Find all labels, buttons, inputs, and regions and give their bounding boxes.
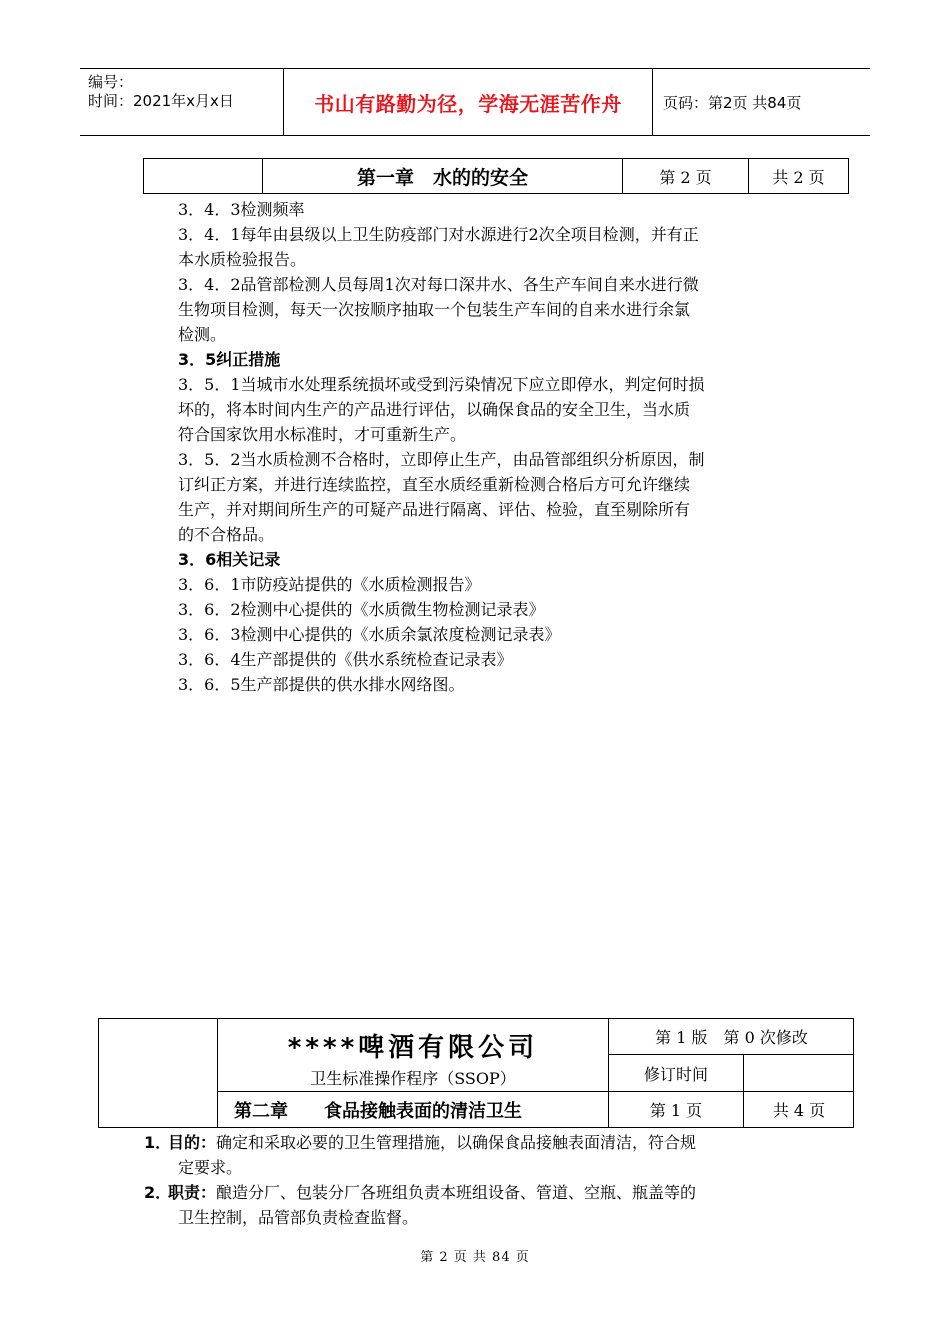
item-text-cont: 定要求。 <box>178 1158 243 1177</box>
item-number: 2． <box>144 1183 172 1202</box>
body-line: 生产，并对期间所生产的可疑产品进行隔离、评估、检验，直至剔除所有 <box>178 500 691 519</box>
chapter1-blank-cell <box>144 159 263 193</box>
section-heading: 3．5纠正措施 <box>178 350 281 369</box>
body-line: 3．4．1每年由县级以上卫生防疫部门对水源进行2次全项目检测，并有正 <box>178 225 699 244</box>
chapter2-blank-cell <box>99 1019 218 1127</box>
body-line: 3．4．2品管部检测人员每周1次对每口深井水、各生产车间自来水进行微 <box>178 275 699 294</box>
list-item <box>144 1130 814 1180</box>
chapter2-header-table <box>98 1018 854 1128</box>
item-text-cont: 卫生控制，品管部负责检查监督。 <box>178 1208 419 1227</box>
body-line: 检测。 <box>178 325 227 344</box>
chapter2-page: 第 1 页 <box>609 1092 744 1127</box>
chapter1-title: 第一章 水的的安全 <box>263 159 623 193</box>
chapter1-body <box>178 197 810 697</box>
chapter1-header-table <box>143 158 849 194</box>
header-motto: 书山有路勤为径，学海无涯苦作舟 <box>314 91 622 116</box>
body-line: 的不合格品。 <box>178 525 275 544</box>
list-item <box>144 1180 814 1230</box>
chapter1-page: 第 2 页 <box>623 159 749 193</box>
body-line: 符合国家饮用水标准时，才可重新生产。 <box>178 425 467 444</box>
body-line: 订纠正方案，并进行连续监控，直至水质经重新检测合格后方可允许继续 <box>178 475 691 494</box>
version-info: 第 1 版 第 0 次修改 <box>609 1019 854 1055</box>
item-text: 酿造分厂、包装分厂各班组负责本班组设备、管道、空瓶、瓶盖等的 <box>216 1183 697 1202</box>
body-line: 3．6．5生产部提供的供水排水网络图。 <box>178 675 465 694</box>
item-label: 职责： <box>168 1183 217 1202</box>
body-line: 坏的，将本时间内生产的产品进行评估，以确保食品的安全卫生，当水质 <box>178 400 691 419</box>
document-subtitle: 卫生标准操作程序（SSOP） <box>310 1069 516 1088</box>
revision-time-value <box>744 1055 854 1091</box>
page-footer: 第 2 页 共 84 页 <box>420 1250 530 1265</box>
header-meta <box>80 69 283 135</box>
running-header <box>80 68 870 136</box>
company-cell <box>218 1019 609 1091</box>
date-label: 时间：2021年x月x日 <box>88 92 234 110</box>
body-line: 3．5．2当水质检测不合格时，立即停止生产，由品管部组织分析原因，制 <box>178 450 705 469</box>
chapter2-title-row <box>218 1091 854 1127</box>
body-line: 本水质检验报告。 <box>178 250 307 269</box>
revision-time-label: 修订时间 <box>609 1055 744 1091</box>
item-number: 1． <box>144 1133 172 1152</box>
body-line: 3．6．2检测中心提供的《水质微生物检测记录表》 <box>178 600 545 619</box>
chapter2-items <box>144 1130 814 1230</box>
item-label: 目的： <box>168 1133 217 1152</box>
body-line: 生物项目检测，每天一次按顺序抽取一个包装生产车间的自来水进行余氯 <box>178 300 691 319</box>
chapter2-total: 共 4 页 <box>772 1101 826 1120</box>
body-line: 3．6．4生产部提供的《供水系统检查记录表》 <box>178 650 513 669</box>
chapter1-total: 共 2 页 <box>772 167 825 187</box>
header-page-info: 页码：第2页 共84页 <box>663 93 802 112</box>
item-text: 确定和采取必要的卫生管理措施，以确保食品接触表面清洁，符合规 <box>216 1133 697 1152</box>
body-line: 3．4．3检测频率 <box>178 200 305 219</box>
code-label: 编号： <box>88 73 134 91</box>
body-line: 3．6．3检测中心提供的《水质余氯浓度检测记录表》 <box>178 625 561 644</box>
chapter2-title: 第二章 食品接触表面的清洁卫生 <box>218 1092 609 1127</box>
body-line: 3．5．1当城市水处理系统损坏或受到污染情况下应立即停水，判定何时损 <box>178 375 705 394</box>
body-line: 3．6．1市防疫站提供的《水质检测报告》 <box>178 575 481 594</box>
header-motto-cell <box>283 69 653 135</box>
company-name: ****啤酒有限公司 <box>287 1033 539 1063</box>
section-heading: 3．6相关记录 <box>178 550 281 569</box>
